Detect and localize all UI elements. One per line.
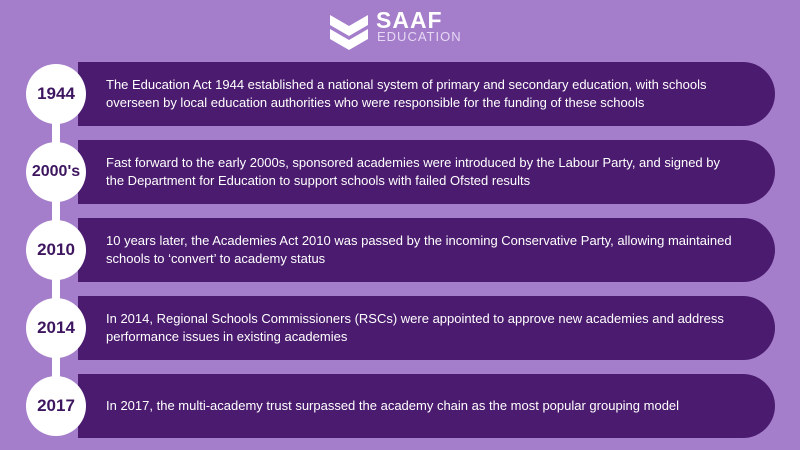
timeline-item — [0, 374, 800, 438]
brand-subtitle: EDUCATION — [377, 29, 462, 44]
timeline-item — [0, 62, 800, 126]
year-badge — [26, 298, 86, 358]
year-badge — [26, 142, 86, 202]
timeline-bar — [78, 62, 775, 126]
timeline-description: 10 years later, the Academies Act 2010 was passed by the incoming Conservative Party, allowing maintained schools to ‘convert’ to academy status — [106, 233, 732, 266]
timeline-description: In 2017, the multi-academy trust surpassed the academy chain as the most popular grouping model — [106, 398, 680, 413]
year-label: 2014 — [37, 318, 75, 337]
year-label: 2010 — [37, 240, 75, 259]
year-label: 2017 — [37, 396, 75, 415]
timeline-bar — [78, 374, 775, 438]
timeline-description: The Education Act 1944 established a national system of primary and secondary education, with schools overseen by local education authorities who were responsible for the funding of these schools — [106, 77, 707, 110]
year-label: 1944 — [37, 84, 75, 103]
timeline-bar — [78, 296, 775, 360]
timeline-item — [0, 140, 800, 204]
timeline-description: Fast forward to the early 2000s, sponsored academies were introduced by the Labour Party, and signed by the Department for Education to support schools with failed Ofsted results — [106, 155, 721, 188]
timeline-description: In 2014, Regional Schools Commissioners (RSCs) were appointed to approve new academies and address performance issues in existing academies — [106, 311, 724, 344]
timeline-bar — [78, 140, 775, 204]
timeline-item — [0, 296, 800, 360]
timeline-item — [0, 218, 800, 282]
timeline-bar — [78, 218, 775, 282]
brand-name: SAAF — [376, 7, 443, 33]
year-badge — [26, 220, 86, 280]
year-label: 2000's — [31, 163, 81, 180]
year-badge — [26, 376, 86, 436]
year-badge — [26, 64, 86, 124]
